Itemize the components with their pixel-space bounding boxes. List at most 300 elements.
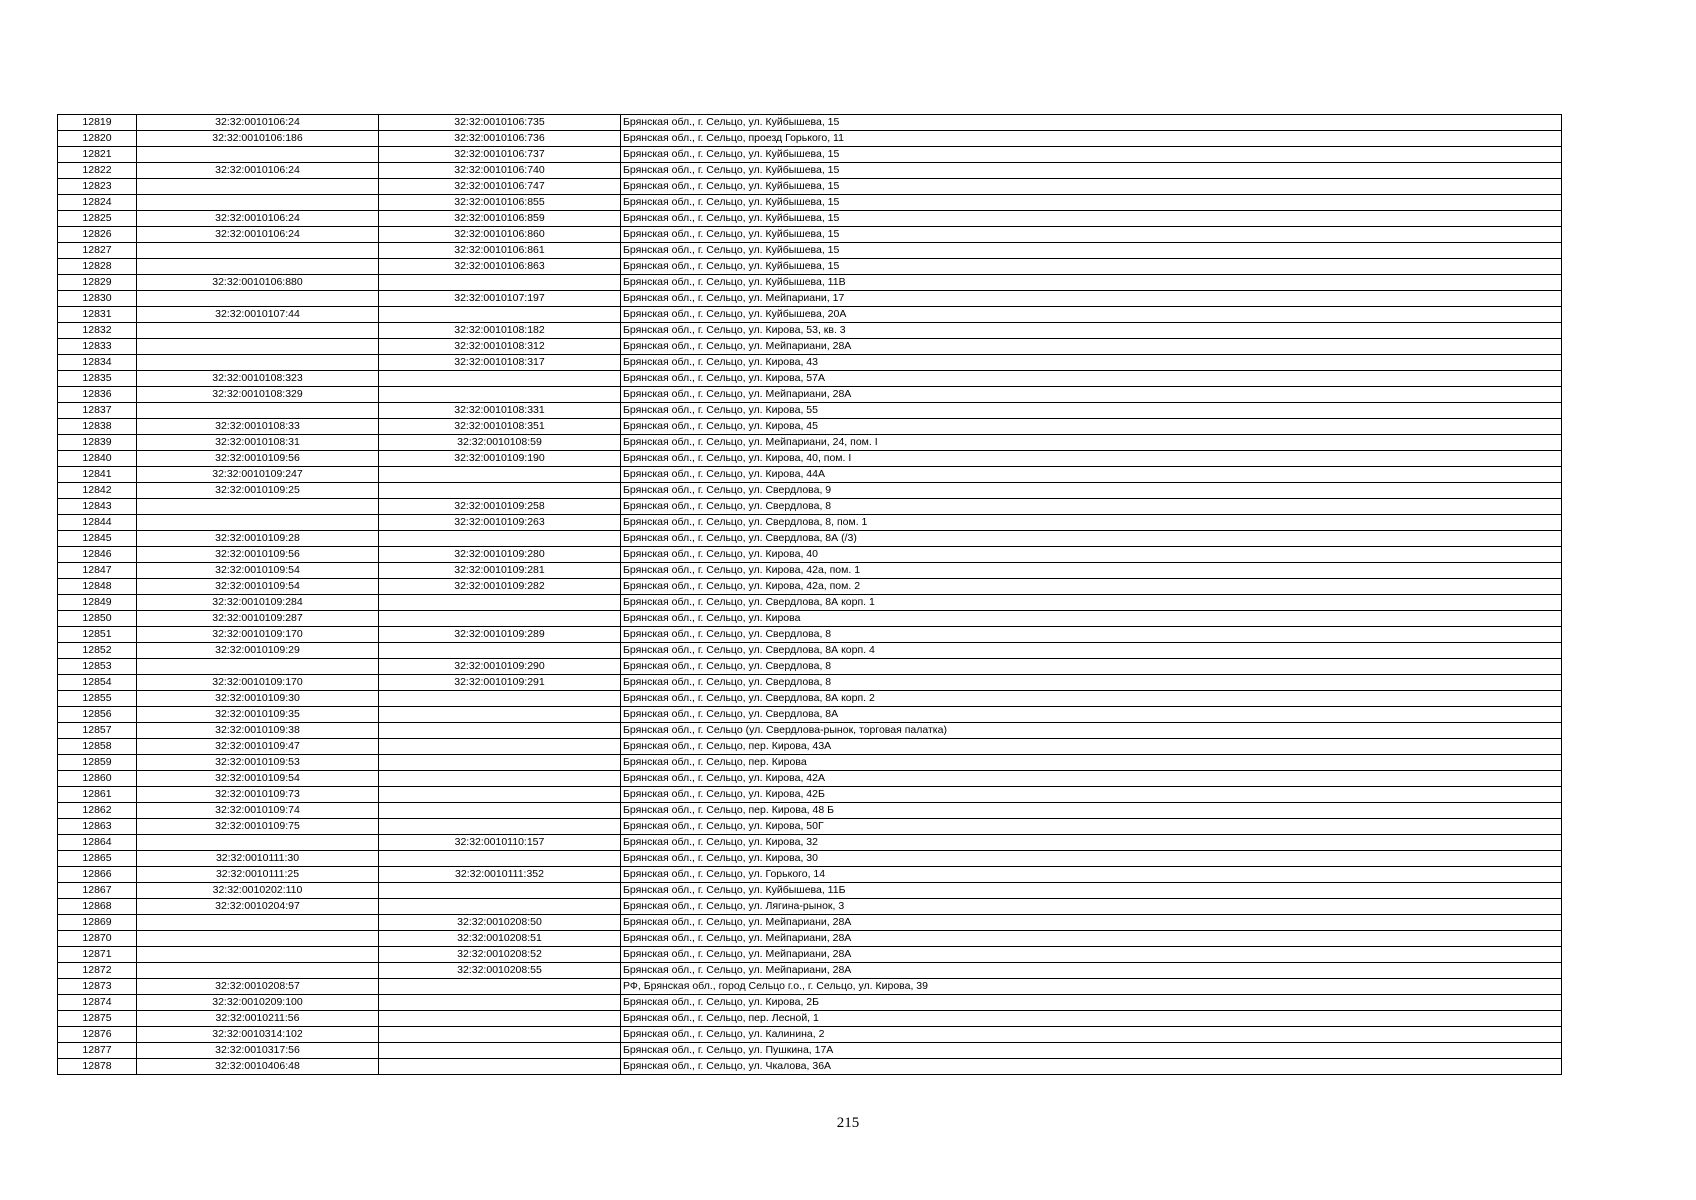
row-number-cell: 12876 [58, 1027, 137, 1043]
row-number-cell: 12823 [58, 179, 137, 195]
row-number-cell: 12860 [58, 771, 137, 787]
row-number-cell: 12842 [58, 483, 137, 499]
row-number-cell: 12878 [58, 1059, 137, 1075]
row-number-cell: 12822 [58, 163, 137, 179]
cadastral-number-cell: 32:32:0010109:263 [379, 515, 621, 531]
cadastral-number-cell: 32:32:0010106:863 [379, 259, 621, 275]
parent-cadastral-number-cell [137, 355, 379, 371]
table-row [58, 467, 1562, 483]
row-number-cell: 12843 [58, 499, 137, 515]
table-row [58, 435, 1562, 451]
table-row [58, 595, 1562, 611]
table-row [58, 211, 1562, 227]
address-cell: Брянская обл., г. Сельцо, ул. Кирова, 53, кв. 3 [621, 323, 1562, 339]
parent-cadastral-number-cell [137, 499, 379, 515]
table-row [58, 723, 1562, 739]
cadastral-number-cell [379, 1043, 621, 1059]
cadastral-number-cell [379, 371, 621, 387]
table-row [58, 579, 1562, 595]
table-row [58, 899, 1562, 915]
cadastral-number-cell: 32:32:0010106:740 [379, 163, 621, 179]
table-row [58, 163, 1562, 179]
address-cell: Брянская обл., г. Сельцо, ул. Лягина-рынок, 3 [621, 899, 1562, 915]
parent-cadastral-number-cell: 32:32:0010106:24 [137, 211, 379, 227]
parent-cadastral-number-cell: 32:32:0010109:28 [137, 531, 379, 547]
row-number-cell: 12855 [58, 691, 137, 707]
row-number-cell: 12870 [58, 931, 137, 947]
cadastral-number-cell: 32:32:0010108:351 [379, 419, 621, 435]
address-cell: Брянская обл., г. Сельцо, ул. Свердлова, 8 [621, 675, 1562, 691]
address-cell: Брянская обл., г. Сельцо, ул. Мейпариани, 28А [621, 947, 1562, 963]
cadastral-number-cell [379, 1011, 621, 1027]
parent-cadastral-number-cell: 32:32:0010109:170 [137, 627, 379, 643]
table-row [58, 851, 1562, 867]
row-number-cell: 12873 [58, 979, 137, 995]
cadastral-number-cell [379, 771, 621, 787]
parent-cadastral-number-cell: 32:32:0010108:323 [137, 371, 379, 387]
row-number-cell: 12852 [58, 643, 137, 659]
parent-cadastral-number-cell: 32:32:0010111:30 [137, 851, 379, 867]
row-number-cell: 12831 [58, 307, 137, 323]
parent-cadastral-number-cell [137, 243, 379, 259]
address-cell: Брянская обл., г. Сельцо, ул. Кирова, 2Б [621, 995, 1562, 1011]
parent-cadastral-number-cell: 32:32:0010208:57 [137, 979, 379, 995]
address-cell: Брянская обл., г. Сельцо, ул. Мейпариани, 28А [621, 915, 1562, 931]
row-number-cell: 12875 [58, 1011, 137, 1027]
table-row [58, 691, 1562, 707]
address-cell: Брянская обл., г. Сельцо, ул. Кирова, 50Г [621, 819, 1562, 835]
row-number-cell: 12832 [58, 323, 137, 339]
table-row [58, 755, 1562, 771]
row-number-cell: 12821 [58, 147, 137, 163]
address-cell: Брянская обл., г. Сельцо, ул. Свердлова, 8А корп. 1 [621, 595, 1562, 611]
row-number-cell: 12859 [58, 755, 137, 771]
row-number-cell: 12826 [58, 227, 137, 243]
address-cell: Брянская обл., г. Сельцо (ул. Свердлова-рынок, торговая палатка) [621, 723, 1562, 739]
table-row [58, 371, 1562, 387]
row-number-cell: 12868 [58, 899, 137, 915]
address-cell: Брянская обл., г. Сельцо, ул. Куйбышева, 15 [621, 227, 1562, 243]
row-number-cell: 12850 [58, 611, 137, 627]
address-cell: Брянская обл., г. Сельцо, ул. Кирова, 44А [621, 467, 1562, 483]
cadastral-number-cell: 32:32:0010106:860 [379, 227, 621, 243]
parent-cadastral-number-cell: 32:32:0010314:102 [137, 1027, 379, 1043]
address-cell: Брянская обл., г. Сельцо, ул. Кирова [621, 611, 1562, 627]
table-row [58, 547, 1562, 563]
cadastral-number-cell [379, 691, 621, 707]
table-row [58, 419, 1562, 435]
table-row [58, 195, 1562, 211]
row-number-cell: 12874 [58, 995, 137, 1011]
table-row [58, 387, 1562, 403]
address-cell: Брянская обл., г. Сельцо, ул. Свердлова, 8А [621, 707, 1562, 723]
address-cell: Брянская обл., г. Сельцо, ул. Пушкина, 17А [621, 1043, 1562, 1059]
cadastral-number-cell: 32:32:0010208:52 [379, 947, 621, 963]
cadastral-number-cell [379, 275, 621, 291]
table-row [58, 275, 1562, 291]
table-row [58, 739, 1562, 755]
row-number-cell: 12824 [58, 195, 137, 211]
parent-cadastral-number-cell: 32:32:0010109:74 [137, 803, 379, 819]
parent-cadastral-number-cell [137, 947, 379, 963]
parent-cadastral-number-cell: 32:32:0010109:56 [137, 547, 379, 563]
row-number-cell: 12825 [58, 211, 137, 227]
parent-cadastral-number-cell: 32:32:0010111:25 [137, 867, 379, 883]
address-cell: Брянская обл., г. Сельцо, ул. Куйбышева, 15 [621, 259, 1562, 275]
parent-cadastral-number-cell [137, 179, 379, 195]
row-number-cell: 12856 [58, 707, 137, 723]
table-row [58, 1027, 1562, 1043]
row-number-cell: 12867 [58, 883, 137, 899]
address-cell: Брянская обл., г. Сельцо, ул. Кирова, 42а, пом. 2 [621, 579, 1562, 595]
cadastral-number-cell: 32:32:0010106:859 [379, 211, 621, 227]
address-cell: Брянская обл., г. Сельцо, ул. Мейпариани, 24, пом. I [621, 435, 1562, 451]
cadastral-number-cell [379, 995, 621, 1011]
parent-cadastral-number-cell: 32:32:0010109:53 [137, 755, 379, 771]
table-row [58, 1043, 1562, 1059]
table-row [58, 611, 1562, 627]
cadastral-number-cell: 32:32:0010106:737 [379, 147, 621, 163]
table-row [58, 787, 1562, 803]
cadastral-number-cell: 32:32:0010109:290 [379, 659, 621, 675]
address-cell: Брянская обл., г. Сельцо, ул. Кирова, 42А [621, 771, 1562, 787]
row-number-cell: 12871 [58, 947, 137, 963]
table-row [58, 995, 1562, 1011]
address-cell: Брянская обл., г. Сельцо, ул. Свердлова, 9 [621, 483, 1562, 499]
row-number-cell: 12845 [58, 531, 137, 547]
address-cell: Брянская обл., г. Сельцо, пер. Лесной, 1 [621, 1011, 1562, 1027]
cadastral-number-cell: 32:32:0010108:331 [379, 403, 621, 419]
address-cell: Брянская обл., г. Сельцо, ул. Мейпариани, 28А [621, 339, 1562, 355]
cadastral-number-cell: 32:32:0010108:312 [379, 339, 621, 355]
table-row [58, 931, 1562, 947]
cadastral-number-cell [379, 307, 621, 323]
table-row [58, 243, 1562, 259]
address-cell: Брянская обл., г. Сельцо, ул. Свердлова, 8 [621, 499, 1562, 515]
parent-cadastral-number-cell [137, 147, 379, 163]
address-cell: Брянская обл., г. Сельцо, ул. Свердлова, 8, пом. 1 [621, 515, 1562, 531]
parent-cadastral-number-cell: 32:32:0010108:31 [137, 435, 379, 451]
address-cell: Брянская обл., г. Сельцо, ул. Куйбышева, 11В [621, 275, 1562, 291]
row-number-cell: 12828 [58, 259, 137, 275]
cadastral-number-cell [379, 851, 621, 867]
row-number-cell: 12846 [58, 547, 137, 563]
cadastral-number-cell: 32:32:0010107:197 [379, 291, 621, 307]
table-row [58, 131, 1562, 147]
table-row [58, 259, 1562, 275]
parent-cadastral-number-cell: 32:32:0010106:24 [137, 115, 379, 131]
address-cell: Брянская обл., г. Сельцо, ул. Свердлова, 8А корп. 2 [621, 691, 1562, 707]
address-cell: Брянская обл., г. Сельцо, ул. Куйбышева, 15 [621, 179, 1562, 195]
cadastral-number-cell: 32:32:0010106:855 [379, 195, 621, 211]
row-number-cell: 12830 [58, 291, 137, 307]
parent-cadastral-number-cell: 32:32:0010317:56 [137, 1043, 379, 1059]
parent-cadastral-number-cell: 32:32:0010109:35 [137, 707, 379, 723]
row-number-cell: 12857 [58, 723, 137, 739]
table-row [58, 403, 1562, 419]
address-cell: Брянская обл., г. Сельцо, проезд Горького, 11 [621, 131, 1562, 147]
cadastral-number-cell: 32:32:0010108:182 [379, 323, 621, 339]
row-number-cell: 12858 [58, 739, 137, 755]
table-row [58, 1011, 1562, 1027]
cadastral-number-cell [379, 1059, 621, 1075]
address-cell: Брянская обл., г. Сельцо, ул. Кирова, 45 [621, 419, 1562, 435]
parent-cadastral-number-cell: 32:32:0010109:56 [137, 451, 379, 467]
table-row [58, 355, 1562, 371]
address-cell: Брянская обл., г. Сельцо, ул. Кирова, 42Б [621, 787, 1562, 803]
row-number-cell: 12866 [58, 867, 137, 883]
row-number-cell: 12838 [58, 419, 137, 435]
parent-cadastral-number-cell [137, 195, 379, 211]
table-row [58, 963, 1562, 979]
cadastral-number-cell: 32:32:0010109:291 [379, 675, 621, 691]
row-number-cell: 12851 [58, 627, 137, 643]
parent-cadastral-number-cell [137, 259, 379, 275]
row-number-cell: 12819 [58, 115, 137, 131]
cadastral-number-cell: 32:32:0010106:747 [379, 179, 621, 195]
table-row [58, 291, 1562, 307]
cadastral-number-cell: 32:32:0010208:55 [379, 963, 621, 979]
row-number-cell: 12865 [58, 851, 137, 867]
row-number-cell: 12877 [58, 1043, 137, 1059]
parent-cadastral-number-cell [137, 915, 379, 931]
address-cell: Брянская обл., г. Сельцо, ул. Калинина, 2 [621, 1027, 1562, 1043]
parent-cadastral-number-cell: 32:32:0010109:47 [137, 739, 379, 755]
parent-cadastral-number-cell [137, 323, 379, 339]
address-cell: РФ, Брянская обл., город Сельцо г.о., г. Сельцо, ул. Кирова, 39 [621, 979, 1562, 995]
cadastral-number-cell [379, 595, 621, 611]
address-cell: Брянская обл., г. Сельцо, ул. Кирова, 55 [621, 403, 1562, 419]
cadastral-number-cell: 32:32:0010106:736 [379, 131, 621, 147]
parent-cadastral-number-cell: 32:32:0010108:33 [137, 419, 379, 435]
cadastral-number-cell: 32:32:0010109:280 [379, 547, 621, 563]
row-number-cell: 12854 [58, 675, 137, 691]
address-cell: Брянская обл., г. Сельцо, ул. Мейпариани, 28А [621, 931, 1562, 947]
address-cell: Брянская обл., г. Сельцо, ул. Куйбышева, 15 [621, 163, 1562, 179]
table-row [58, 227, 1562, 243]
parent-cadastral-number-cell: 32:32:0010211:56 [137, 1011, 379, 1027]
cadastral-number-cell [379, 979, 621, 995]
parent-cadastral-number-cell: 32:32:0010406:48 [137, 1059, 379, 1075]
parent-cadastral-number-cell [137, 339, 379, 355]
address-cell: Брянская обл., г. Сельцо, ул. Мейпариани, 17 [621, 291, 1562, 307]
table-row [58, 339, 1562, 355]
table-row [58, 707, 1562, 723]
cadastral-number-cell: 32:32:0010109:281 [379, 563, 621, 579]
address-cell: Брянская обл., г. Сельцо, ул. Мейпариани, 28А [621, 387, 1562, 403]
cadastral-number-cell [379, 707, 621, 723]
table-row [58, 147, 1562, 163]
cadastral-number-cell: 32:32:0010109:282 [379, 579, 621, 595]
table-row [58, 483, 1562, 499]
parent-cadastral-number-cell: 32:32:0010106:186 [137, 131, 379, 147]
parent-cadastral-number-cell [137, 931, 379, 947]
parent-cadastral-number-cell: 32:32:0010106:24 [137, 227, 379, 243]
row-number-cell: 12862 [58, 803, 137, 819]
parent-cadastral-number-cell: 32:32:0010107:44 [137, 307, 379, 323]
row-number-cell: 12869 [58, 915, 137, 931]
cadastral-number-cell: 32:32:0010109:190 [379, 451, 621, 467]
row-number-cell: 12837 [58, 403, 137, 419]
parent-cadastral-number-cell: 32:32:0010106:24 [137, 163, 379, 179]
table-row [58, 947, 1562, 963]
address-cell: Брянская обл., г. Сельцо, ул. Куйбышева, 15 [621, 195, 1562, 211]
cadastral-number-cell: 32:32:0010109:258 [379, 499, 621, 515]
address-cell: Брянская обл., г. Сельцо, ул. Кирова, 42а, пом. 1 [621, 563, 1562, 579]
row-number-cell: 12861 [58, 787, 137, 803]
parent-cadastral-number-cell: 32:32:0010106:880 [137, 275, 379, 291]
table-row [58, 323, 1562, 339]
address-cell: Брянская обл., г. Сельцо, ул. Кирова, 32 [621, 835, 1562, 851]
table-row [58, 307, 1562, 323]
row-number-cell: 12864 [58, 835, 137, 851]
row-number-cell: 12844 [58, 515, 137, 531]
table-row [58, 883, 1562, 899]
address-cell: Брянская обл., г. Сельцо, ул. Чкалова, 36А [621, 1059, 1562, 1075]
address-cell: Брянская обл., г. Сельцо, ул. Свердлова, 8А корп. 4 [621, 643, 1562, 659]
parent-cadastral-number-cell: 32:32:0010109:73 [137, 787, 379, 803]
row-number-cell: 12827 [58, 243, 137, 259]
row-number-cell: 12839 [58, 435, 137, 451]
table-row [58, 115, 1562, 131]
cadastral-number-cell [379, 755, 621, 771]
cadastral-number-cell: 32:32:0010108:59 [379, 435, 621, 451]
parent-cadastral-number-cell: 32:32:0010109:170 [137, 675, 379, 691]
table-row [58, 515, 1562, 531]
cadastral-number-cell [379, 531, 621, 547]
parent-cadastral-number-cell: 32:32:0010204:97 [137, 899, 379, 915]
row-number-cell: 12849 [58, 595, 137, 611]
row-number-cell: 12834 [58, 355, 137, 371]
row-number-cell: 12853 [58, 659, 137, 675]
address-cell: Брянская обл., г. Сельцо, ул. Мейпариани, 28А [621, 963, 1562, 979]
row-number-cell: 12835 [58, 371, 137, 387]
parent-cadastral-number-cell: 32:32:0010109:75 [137, 819, 379, 835]
parent-cadastral-number-cell: 32:32:0010202:110 [137, 883, 379, 899]
cadastral-number-cell: 32:32:0010110:157 [379, 835, 621, 851]
table-row [58, 643, 1562, 659]
table-row [58, 771, 1562, 787]
cadastral-number-cell: 32:32:0010108:317 [379, 355, 621, 371]
cadastral-number-cell [379, 899, 621, 915]
row-number-cell: 12836 [58, 387, 137, 403]
row-number-cell: 12848 [58, 579, 137, 595]
row-number-cell: 12840 [58, 451, 137, 467]
address-cell: Брянская обл., г. Сельцо, ул. Кирова, 43 [621, 355, 1562, 371]
address-cell: Брянская обл., г. Сельцо, ул. Куйбышева, 20А [621, 307, 1562, 323]
address-cell: Брянская обл., г. Сельцо, пер. Кирова, 48 Б [621, 803, 1562, 819]
table-row [58, 979, 1562, 995]
table-row [58, 563, 1562, 579]
address-cell: Брянская обл., г. Сельцо, ул. Кирова, 40, пом. I [621, 451, 1562, 467]
row-number-cell: 12863 [58, 819, 137, 835]
parent-cadastral-number-cell: 32:32:0010109:287 [137, 611, 379, 627]
table-row [58, 867, 1562, 883]
row-number-cell: 12847 [58, 563, 137, 579]
table-row [58, 451, 1562, 467]
cadastral-number-cell: 32:32:0010208:51 [379, 931, 621, 947]
cadastral-number-cell [379, 819, 621, 835]
registry-body [58, 115, 1562, 1075]
address-cell: Брянская обл., г. Сельцо, ул. Куйбышева, 11Б [621, 883, 1562, 899]
parent-cadastral-number-cell: 32:32:0010109:30 [137, 691, 379, 707]
registry-table [57, 114, 1562, 1075]
parent-cadastral-number-cell: 32:32:0010109:284 [137, 595, 379, 611]
table-row [58, 659, 1562, 675]
address-cell: Брянская обл., г. Сельцо, пер. Кирова, 43А [621, 739, 1562, 755]
row-number-cell: 12820 [58, 131, 137, 147]
cadastral-number-cell [379, 787, 621, 803]
address-cell: Брянская обл., г. Сельцо, ул. Свердлова, 8 [621, 659, 1562, 675]
address-cell: Брянская обл., г. Сельцо, ул. Свердлова, 8 [621, 627, 1562, 643]
cadastral-number-cell: 32:32:0010111:352 [379, 867, 621, 883]
parent-cadastral-number-cell: 32:32:0010109:29 [137, 643, 379, 659]
parent-cadastral-number-cell [137, 835, 379, 851]
address-cell: Брянская обл., г. Сельцо, ул. Куйбышева, 15 [621, 243, 1562, 259]
parent-cadastral-number-cell: 32:32:0010109:54 [137, 771, 379, 787]
cadastral-number-cell [379, 723, 621, 739]
address-cell: Брянская обл., г. Сельцо, пер. Кирова [621, 755, 1562, 771]
page-number: 215 [836, 1115, 860, 1131]
parent-cadastral-number-cell: 32:32:0010109:247 [137, 467, 379, 483]
cadastral-number-cell [379, 883, 621, 899]
parent-cadastral-number-cell [137, 659, 379, 675]
address-cell: Брянская обл., г. Сельцо, ул. Свердлова, 8А (/3) [621, 531, 1562, 547]
row-number-cell: 12872 [58, 963, 137, 979]
cadastral-number-cell: 32:32:0010106:735 [379, 115, 621, 131]
parent-cadastral-number-cell: 32:32:0010109:54 [137, 563, 379, 579]
parent-cadastral-number-cell [137, 515, 379, 531]
address-cell: Брянская обл., г. Сельцо, ул. Куйбышева, 15 [621, 147, 1562, 163]
cadastral-number-cell [379, 611, 621, 627]
address-cell: Брянская обл., г. Сельцо, ул. Горького, 14 [621, 867, 1562, 883]
row-number-cell: 12829 [58, 275, 137, 291]
cadastral-number-cell [379, 643, 621, 659]
cadastral-number-cell [379, 1027, 621, 1043]
table-row [58, 531, 1562, 547]
cadastral-number-cell: 32:32:0010208:50 [379, 915, 621, 931]
parent-cadastral-number-cell: 32:32:0010109:25 [137, 483, 379, 499]
parent-cadastral-number-cell: 32:32:0010108:329 [137, 387, 379, 403]
parent-cadastral-number-cell [137, 963, 379, 979]
table-row [58, 179, 1562, 195]
table-row [58, 1059, 1562, 1075]
table-row [58, 915, 1562, 931]
parent-cadastral-number-cell [137, 403, 379, 419]
cadastral-number-cell [379, 739, 621, 755]
parent-cadastral-number-cell: 32:32:0010209:100 [137, 995, 379, 1011]
cadastral-number-cell [379, 387, 621, 403]
parent-cadastral-number-cell [137, 291, 379, 307]
address-cell: Брянская обл., г. Сельцо, ул. Кирова, 57А [621, 371, 1562, 387]
cadastral-number-cell: 32:32:0010109:289 [379, 627, 621, 643]
address-cell: Брянская обл., г. Сельцо, ул. Куйбышева, 15 [621, 115, 1562, 131]
address-cell: Брянская обл., г. Сельцо, ул. Куйбышева, 15 [621, 211, 1562, 227]
cadastral-number-cell [379, 483, 621, 499]
address-cell: Брянская обл., г. Сельцо, ул. Кирова, 40 [621, 547, 1562, 563]
table-row [58, 819, 1562, 835]
cadastral-number-cell [379, 467, 621, 483]
table-row [58, 499, 1562, 515]
parent-cadastral-number-cell: 32:32:0010109:54 [137, 579, 379, 595]
address-cell: Брянская обл., г. Сельцо, ул. Кирова, 30 [621, 851, 1562, 867]
table-row [58, 835, 1562, 851]
row-number-cell: 12833 [58, 339, 137, 355]
cadastral-number-cell [379, 803, 621, 819]
row-number-cell: 12841 [58, 467, 137, 483]
parent-cadastral-number-cell: 32:32:0010109:38 [137, 723, 379, 739]
cadastral-number-cell: 32:32:0010106:861 [379, 243, 621, 259]
